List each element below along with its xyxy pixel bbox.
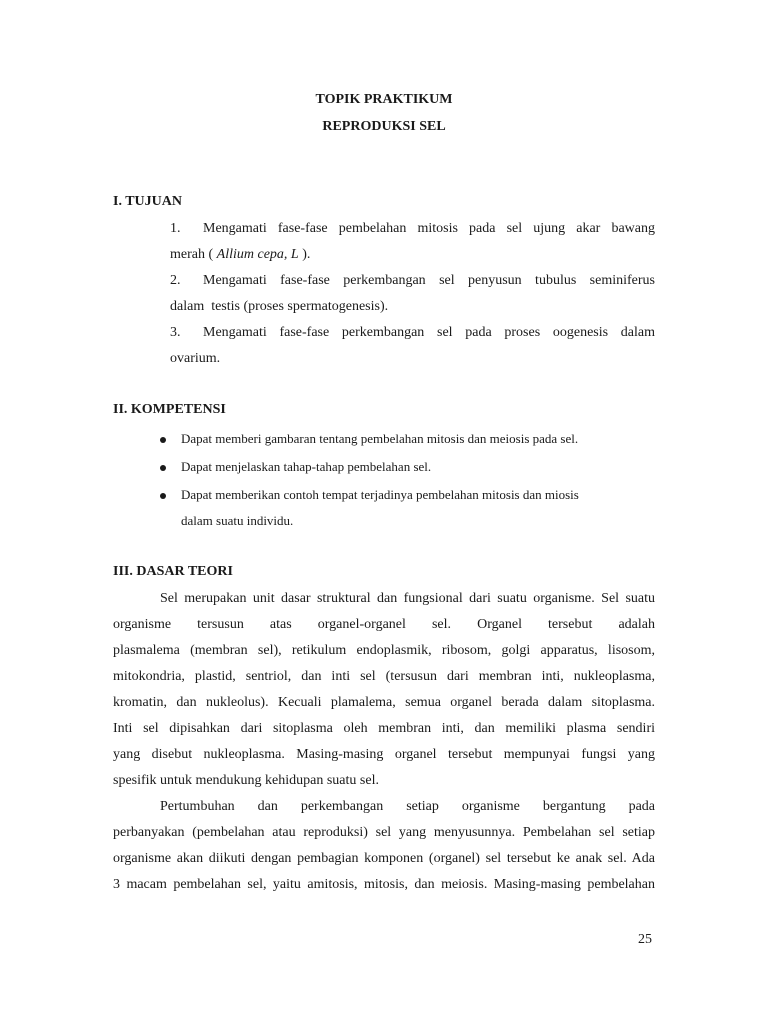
page-title: TOPIK PRAKTIKUM <box>315 92 453 107</box>
tujuan-item-2 <box>170 268 655 294</box>
bullet-icon <box>160 493 166 499</box>
list-item: Dapat memberi gambaran tentang pembelahan mitosis dan meiosis pada sel. <box>160 428 578 450</box>
tujuan-item-2-cont: dalam testis (proses spermatogenesis). <box>170 299 389 314</box>
item-number: 1. <box>170 221 181 236</box>
page-subtitle: REPRODUKSI SEL <box>322 119 446 134</box>
item-text: Mengamati fase-fase perkembangan sel pada proses oogenesis dalam <box>203 325 655 340</box>
dasar-teori-paragraph-1: Sel merupakan unit dasar struktural dan fungsional dari suatu organisme. Sel suatu organisme tersusun atas organel-organel sel. Organel tersebut adalah plasmalema (membran sel), retikulum endoplasmik, ribosom, golgi apparatus, lisosom, mitokondria, plastid, sentriol, dan inti sel (tersusun dari membran inti, nukleoplasma, kromatin, dan nukleolus). Kecuali plamalema, semua organel berada dalam sitoplasma. Inti sel dipisahkan dari sitoplasma oleh membran inti, dan memiliki plasma sendiri yang disebut nukleoplasma. Masing-masing organel tersebut mempunyai fungsi yang spesifik untuk mendukung kehidupan suatu sel. <box>113 591 655 788</box>
tujuan-item-1-cont: merah ( Allium cepa, L ). <box>170 247 311 262</box>
bullet-icon <box>160 437 166 443</box>
item-text: Mengamati fase-fase pembelahan mitosis pada sel ujung akar bawang <box>203 221 655 236</box>
page-number: 25 <box>638 932 652 947</box>
list-item: Dapat menjelaskan tahap-tahap pembelahan sel. <box>160 456 431 478</box>
tujuan-item-3-cont: ovarium. <box>170 351 221 366</box>
section-heading-kompetensi: II. KOMPETENSI <box>113 402 226 417</box>
section-heading-dasar-teori: III. DASAR TEORI <box>113 564 233 579</box>
dasar-teori-paragraph-2: Pertumbuhan dan perkembangan setiap organisme bergantung pada perbanyakan (pembelahan atau reproduksi) sel yang menyusunnya. Pembelahan sel setiap organisme akan diikuti dengan pembagian komponen (organel) sel tersebut ke anak sel. Ada 3 macam pembelahan sel, yaitu amitosis, mitosis, dan meiosis. Masing-masing pembelahan <box>113 799 655 892</box>
item-number: 2. <box>170 273 181 288</box>
tujuan-item-3 <box>170 320 655 346</box>
bullet-icon <box>160 465 166 471</box>
section-heading-tujuan: I. TUJUAN <box>113 194 182 209</box>
list-item-cont: dalam suatu individu. <box>181 513 294 528</box>
tujuan-item-1 <box>170 216 655 242</box>
list-item: Dapat memberikan contoh tempat terjadinya pembelahan mitosis dan miosis <box>160 484 579 506</box>
item-number: 3. <box>170 325 181 340</box>
item-text: Mengamati fase-fase perkembangan sel penyusun tubulus seminiferus <box>203 273 655 288</box>
species-name: Allium cepa, L <box>216 247 299 262</box>
